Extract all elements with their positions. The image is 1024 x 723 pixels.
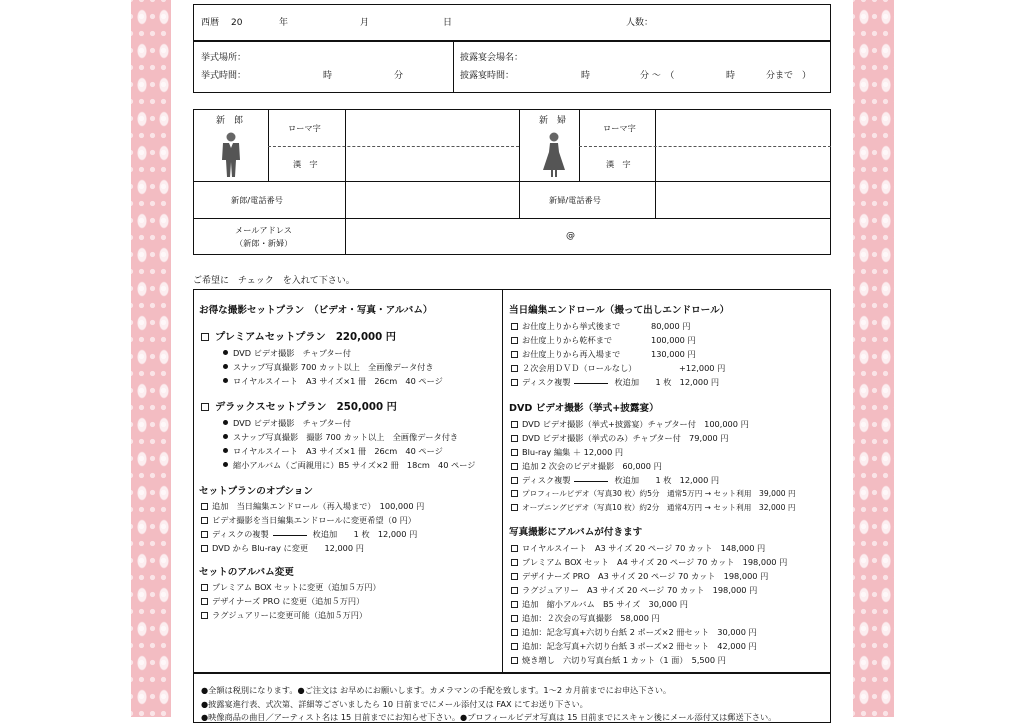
dvd-item[interactable]: 追加 2 次会のビデオ撮影 60,000 円 [511,462,662,470]
endroll-item[interactable]: お仕度上りから再入場まで [511,350,620,358]
endroll-price: 80,000 円 [651,321,691,331]
deluxe-item: 縮小アルバム（ご両親用に）B5 サイズ×2 冊 18cm 40 ページ [223,461,475,469]
dvd-item[interactable]: Blu-ray 編集 ＋ 12,000 円 [511,448,623,456]
ceremony-minute: 分 [394,71,404,81]
month-label: 月 [360,18,370,28]
option-disc-copy[interactable]: ディスクの複製 枚追加 1 枚 12,000 円 [201,530,417,538]
reception-hour: 時 [581,71,591,81]
dvd-disc-copy[interactable]: ディスク複製 枚追加 1 枚 12,000 円 [511,476,719,484]
groom-heading: 新 郎 [216,116,244,126]
bride-icon [542,132,566,178]
endroll-item[interactable]: お仕度上りから挙式後まで [511,322,620,330]
set-plan-title: お得な撮影セットプラン （ビデオ・写真・アルバム） [199,305,433,316]
deluxe-plan[interactable]: デラックスセットプラン 250,000 円 [201,403,397,413]
album-change-item[interactable]: ラグジュアリーに変更可能（追加５万円） [201,611,367,619]
reception-minute: 分 ～ （ [640,71,675,81]
deluxe-item: スナップ写真撮影 撮影 700 カット以上 全画像データ付き [223,433,458,441]
dvd-item[interactable]: オープニングビデオ（写真10 枚）約2分 通常4万円 → セット利用 32,000 円 [511,504,795,512]
dvd-item[interactable]: DVD ビデオ撮影（挙式+披露宴）チャプター付 100,000 円 [511,420,749,428]
endroll-price: 100,000 円 [651,335,696,345]
bride-romaji-label: ローマ字 [603,123,636,133]
day-label: 日 [443,18,453,28]
premium-item: DVD ビデオ撮影 チャプター付 [223,349,351,357]
option-item[interactable]: 追加 当日編集エンドロール（再入場まで） 100,000 円 [201,502,424,510]
ceremony-time-label: 挙式時間： [201,71,247,81]
bride-phone-label: 新婦/電話番号 [549,195,601,205]
decorative-border-right [853,0,894,717]
photo-album-item[interactable]: 焼き増し 六切り写真台紙 1 カット（1 面） 5,500 円 [511,656,726,664]
deluxe-item: DVD ビデオ撮影 チャプター付 [223,419,351,427]
order-form-page [171,0,853,722]
bride-heading: 新 婦 [539,116,567,126]
premium-checkbox[interactable] [201,333,209,341]
dvd-item[interactable]: プロフィールビデオ（写真30 枚）約5分 通常5万円 → セット利用 39,000 円 [511,490,796,498]
groom-icon [220,132,242,178]
ceremony-place-label: 挙式場所： [201,53,247,63]
premium-item: ロイヤルスイート A3 サイズ×1 冊 26cm 40 ページ [223,377,443,385]
endroll-price: +12,000 円 [679,363,726,373]
photo-album-item[interactable]: 追加 縮小アルバム B5 サイズ 30,000 円 [511,600,688,608]
email-sublabel: （新郎・新婦） [235,238,293,248]
email-at-sign: @ [566,231,575,241]
email-label: メールアドレス [235,225,292,235]
ceremony-hour: 時 [323,71,333,81]
album-change-title: セットのアルバム変更 [199,567,294,578]
groom-romaji-label: ローマ字 [288,123,321,133]
reception-time-label: 披露宴時間： [460,71,515,81]
premium-plan[interactable]: プレミアムセットプラン 220,000 円 [201,333,396,343]
groom-kanji-label: 漢 字 [293,159,318,169]
year-prefix: 20 [231,18,243,28]
premium-item: スナップ写真撮影 700 カット以上 全画像データ付き [223,363,434,371]
reception-minute-end: 分まで ） [766,71,812,81]
photo-album-item[interactable]: 追加：２次会の写真撮影 58,000 円 [511,614,660,622]
photo-album-item[interactable]: ロイヤルスイート A3 サイズ 20 ページ 70 カット 148,000 円 [511,544,765,552]
endroll-disc-copy[interactable]: ディスク複製 枚追加 1 枚 12,000 円 [511,378,719,386]
guest-count-label: 人数： [626,18,654,28]
footer-note: ●披露宴進行表、式次第、詳細等ございましたら 10 日前までにメール添付又は FAX にてお送り下さい。 [201,699,588,709]
album-change-item[interactable]: デザイナーズ PRO に変更（追加５万円） [201,597,364,605]
photo-album-item[interactable]: 追加：記念写真+六切り台紙 2 ポーズ×2 冊セット 30,000 円 [511,628,757,636]
date-row-box [193,4,831,41]
era-label: 西暦 [201,18,220,28]
options-title: セットプランのオプション [199,486,313,497]
endroll-item[interactable]: お仕度上りから乾杯まで [511,336,612,344]
photo-album-item[interactable]: デザイナーズ PRO A3 サイズ 20 ページ 70 カット 198,000 円 [511,572,768,580]
endroll-item[interactable]: ２次会用ＤＶＤ（ロールなし） [511,364,636,372]
instruction-text: ご希望に チェック を入れて下さい。 [193,276,355,286]
photo-album-item[interactable]: ラグジュアリー A3 サイズ 20 ページ 70 カット 198,000 円 [511,586,757,594]
option-item[interactable]: DVD から Blu-ray に変更 12,000 円 [201,544,364,552]
photo-album-title: 写真撮影にアルバムが付きます [509,527,643,538]
photo-album-item[interactable]: 追加：記念写真+六切り台紙 3 ポーズ×2 冊セット 42,000 円 [511,642,757,650]
reception-hour-end: 時 [726,71,736,81]
deluxe-item: ロイヤルスイート A3 サイズ×1 冊 26cm 40 ページ [223,447,443,455]
photo-album-item[interactable]: プレミアム BOX セット A4 サイズ 20 ページ 70 カット 198,000 円 [511,558,787,566]
decorative-border-left [131,0,171,717]
dvd-item[interactable]: DVD ビデオ撮影（挙式のみ）チャプター付 79,000 円 [511,434,729,442]
endroll-price: 130,000 円 [651,349,696,359]
deluxe-checkbox[interactable] [201,403,209,411]
dvd-title: DVD ビデオ撮影（挙式+披露宴） [509,403,659,414]
footer-note: ●映像商品の曲目／アーティスト名は 15 日前までにお知らせ下さい。●プロフィールビデオ写真は 15 日前までにスキャン後にメール添付又は郵送下さい。 [201,712,777,722]
venue-box [193,41,831,93]
endroll-title: 当日編集エンドロール（撮って出しエンドロール） [509,305,730,316]
option-item[interactable]: ビデオ撮影を当日編集エンドロールに変更希望（0 円） [201,516,416,524]
groom-phone-label: 新郎/電話番号 [231,195,283,205]
bride-kanji-label: 漢 字 [606,159,631,169]
year-label: 年 [279,18,289,28]
footer-note: ●全額は税別になります。●ご注文は お早めにお願いします。カメラマンの手配を致します。1～2 カ月前までにお申込下さい。 [201,685,672,695]
reception-place-label: 披露宴会場名： [460,53,524,63]
album-change-item[interactable]: プレミアム BOX セットに変更（追加５万円） [201,583,381,591]
